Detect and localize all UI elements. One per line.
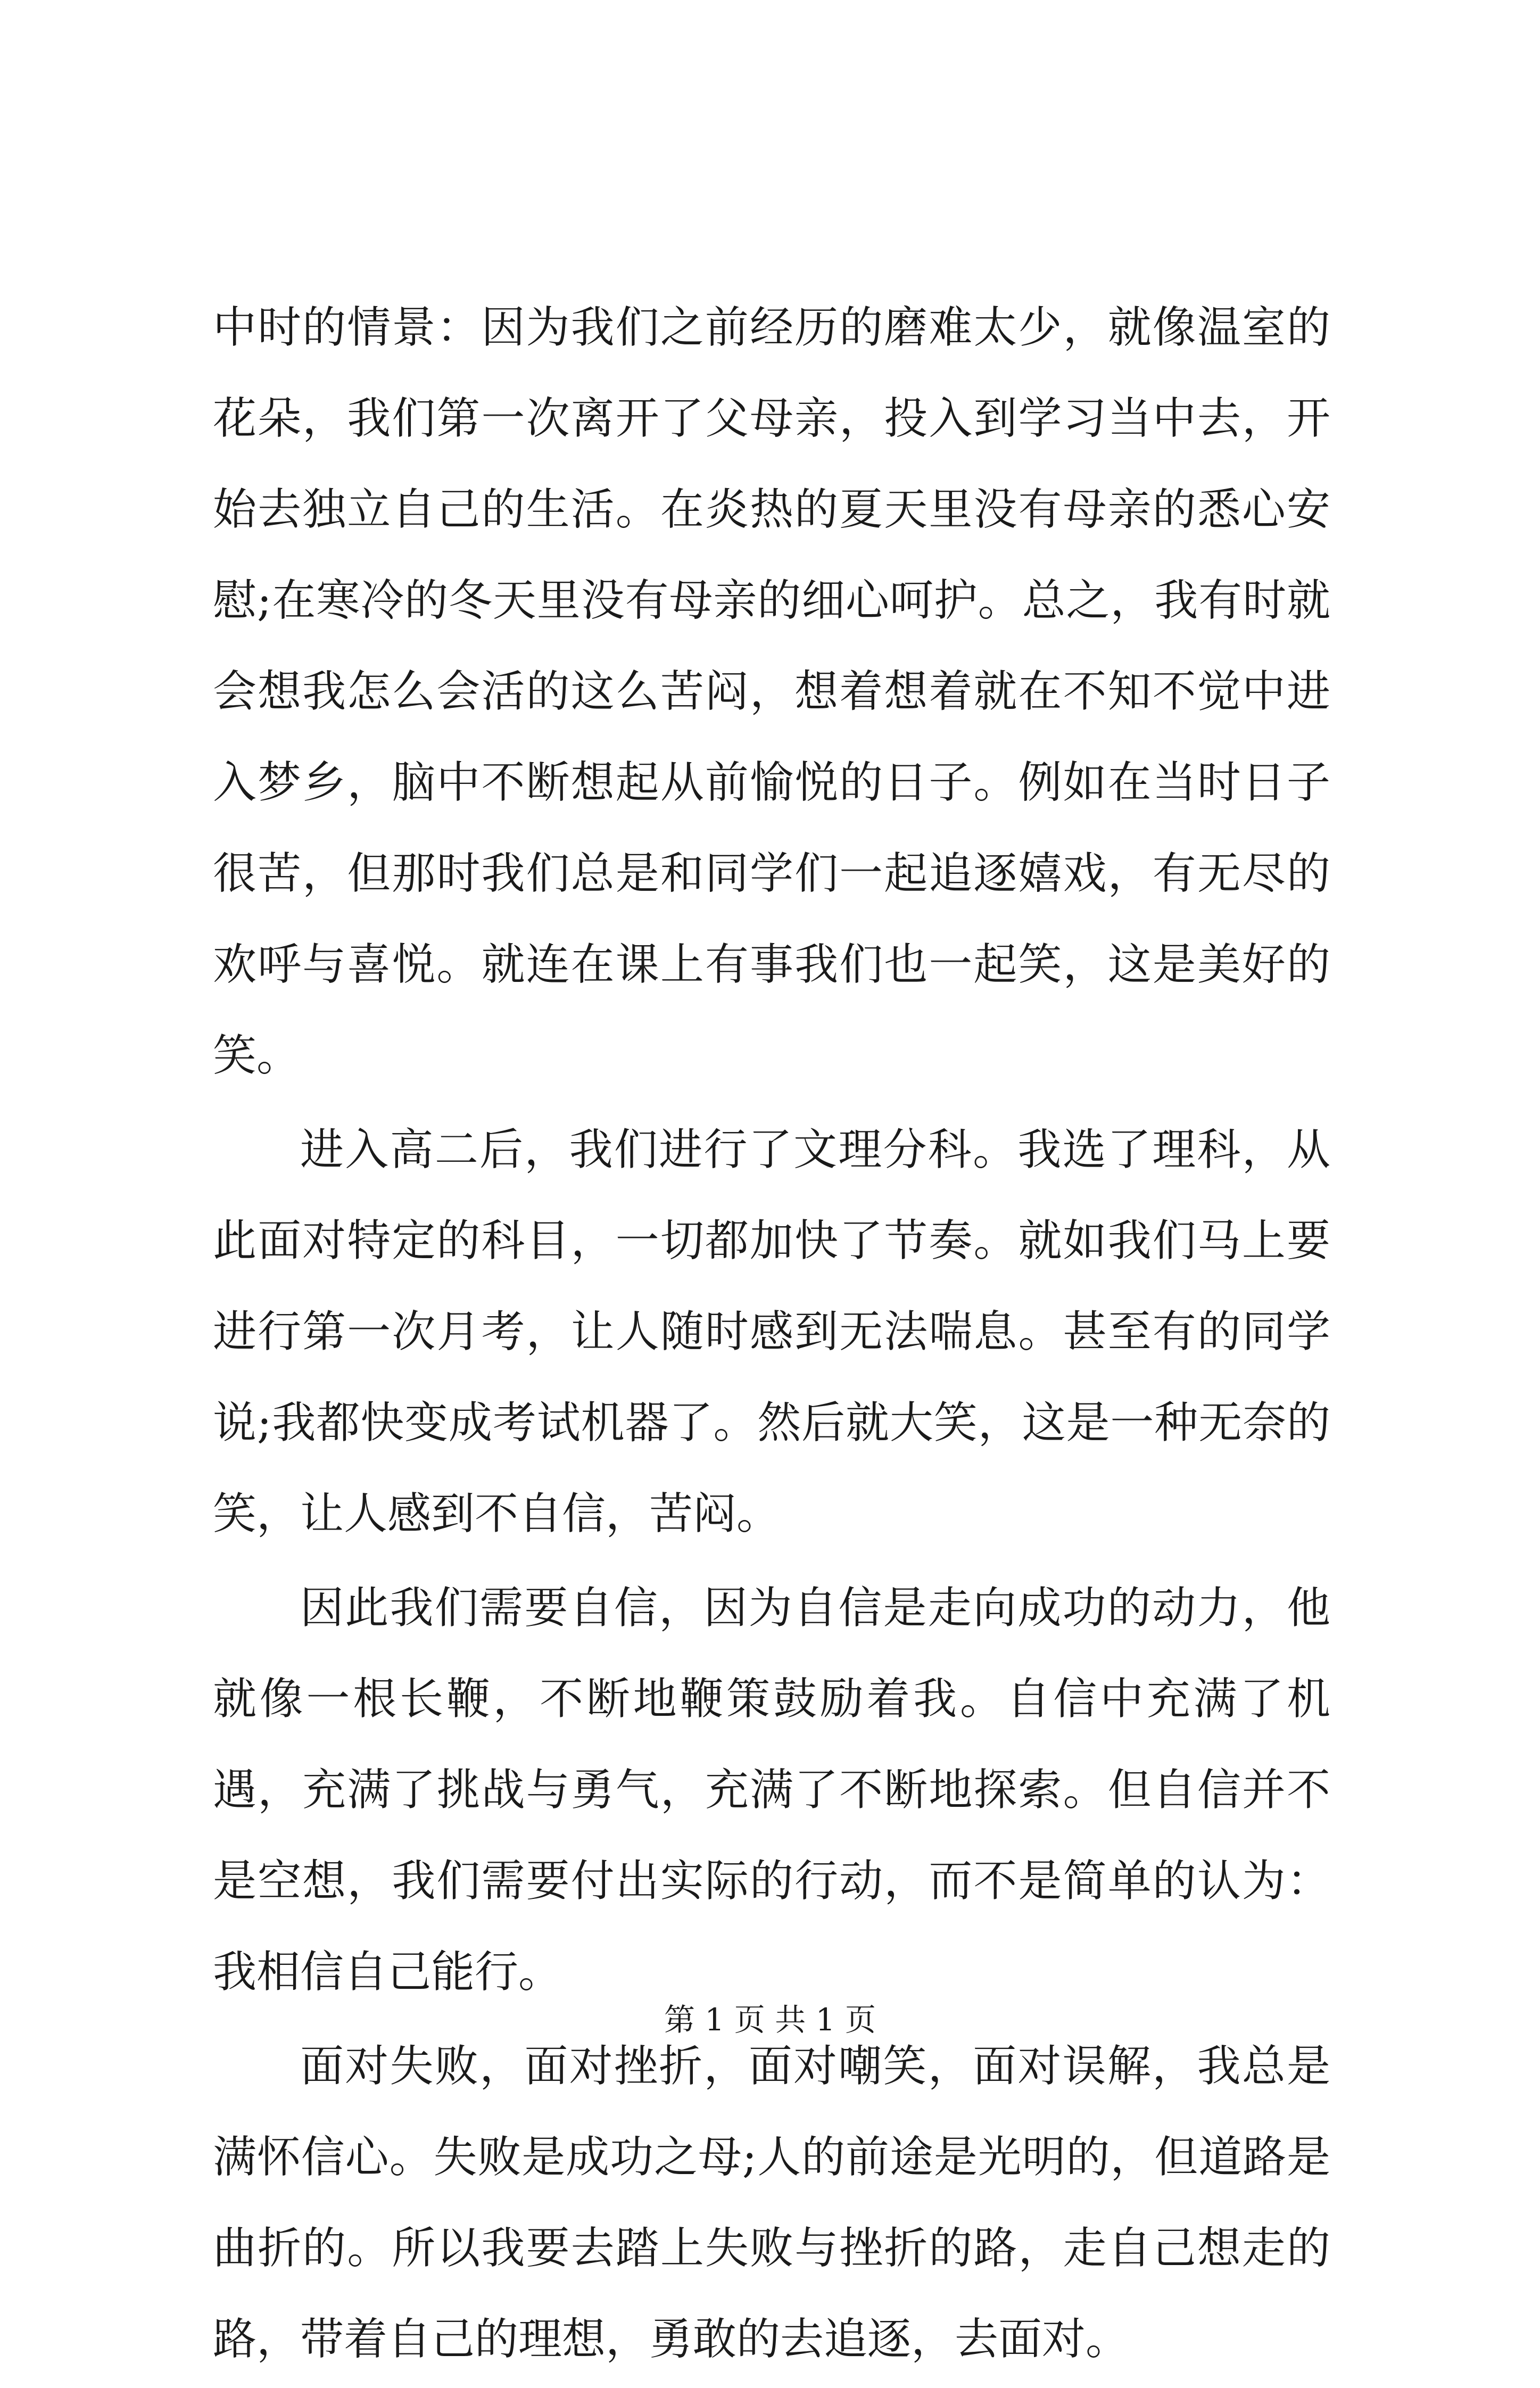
paragraph-2: 进入高二后，我们进行了文理分科。我选了理科，从此面对特定的科目，一切都加快了节奏。就如我们马上要进行第一次月考，让人随时感到无法喘息。甚至有的同学说;我都快变成考试机器了。然后就大笑，这是一种无奈的笑，让人感到不自信，苦闷。 [213,1125,1330,1539]
paragraph-1: 中时的情景：因为我们之前经历的磨难太少，就像温室的花朵，我们第一次离开了父母亲，投入到学习当中去，开始去独立自己的生活。在炎热的夏天里没有母亲的悉心安慰;在寒冷的冬天里没有母亲的细心呵护。总之，我有时就会想我怎么会活的这么苦闷，想着想着就在不知不觉中进入梦乡，脑中不断想起从前愉悦的日子。例如在当时日子很苦，但那时我们总是和同学们一起追逐嬉戏，有无尽的欢呼与喜悦。就连在课上有事我们也一起笑，这是美好的笑。 [213,302,1330,1081]
page-footer: 第 1 页 共 1 页 [664,2002,876,2038]
paragraph-3: 因此我们需要自信，因为自信是走向成功的动力，他就像一根长鞭，不断地鞭策鼓励着我。自信中充满了机遇，充满了挑战与勇气，充满了不断地探索。但自信并不是空想，我们需要付出实际的行动，而不是简单的认为：我相信自己能行。 [213,1583,1330,1997]
document-body [213,282,1330,2388]
paragraph-4: 面对失败，面对挫折，面对嘲笑，面对误解，我总是满怀信心。失败是成功之母;人的前途是光明的，但道路是曲折的。所以我要去踏上失败与挫折的路，走自己想走的路，带着自己的理想，勇敢的去追逐，去面对。 [213,2041,1330,2365]
